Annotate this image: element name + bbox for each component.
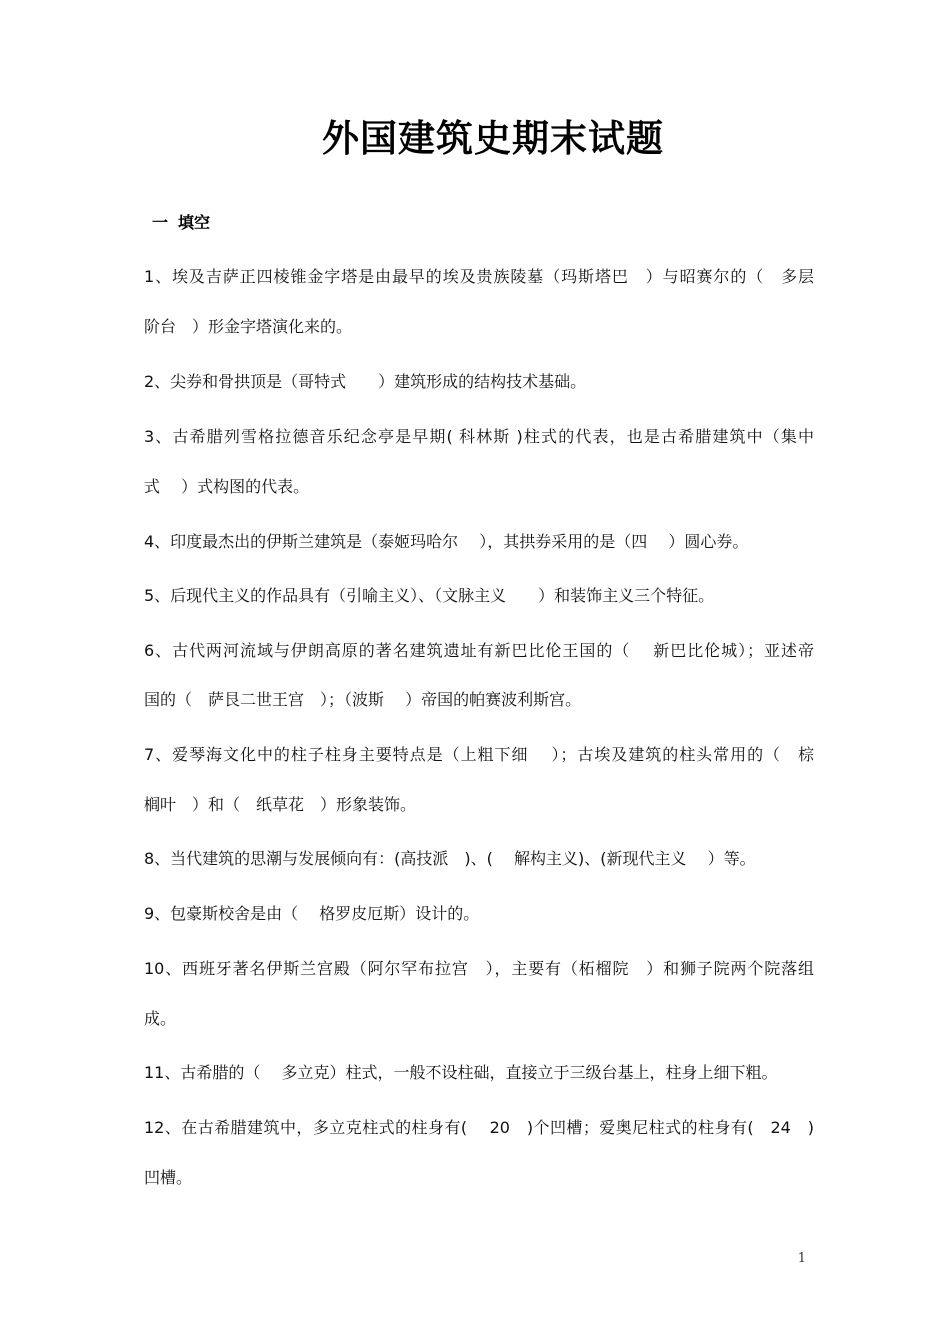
question-1-line-1: 1、埃及吉萨正四棱锥金字塔是由最早的埃及贵族陵墓（玛斯塔巴 ）与昭赛尔的（ 多层: [144, 267, 814, 286]
question-6-line-1: 6、古代两河流域与伊朗高原的著名建筑遗址有新巴比伦王国的（ 新巴比伦城）；亚述帝: [144, 641, 814, 660]
question-3-line-1: 3、古希腊列雪格拉德音乐纪念亭是早期( 科林斯 )柱式的代表，也是古希腊建筑中（集中: [144, 427, 814, 446]
section-heading: [152, 210, 210, 233]
question-11-line-1: 11、古希腊的（ 多立克）柱式，一般不设柱础，直接立于三级台基上，柱身上细下粗。: [144, 1063, 778, 1082]
question-6-line-2: 国的（ 萨艮二世王宫 ）；（波斯 ）帝国的帕赛波利斯宫。: [144, 690, 582, 709]
section-label: 填空: [178, 213, 211, 232]
question-4-line-1: 4、印度最杰出的伊斯兰建筑是（泰姬玛哈尔 ），其拱券采用的是（四 ）圆心券。: [144, 532, 749, 551]
question-10-line-2: 成。: [144, 1009, 177, 1028]
question-5-line-1: 5、后现代主义的作品具有（引喻主义）、（文脉主义 ）和装饰主义三个特征。: [144, 586, 715, 605]
question-7-line-2: 榈叶 ）和（ 纸草花 ）形象装饰。: [144, 795, 417, 814]
page-number: 1: [797, 1251, 806, 1266]
question-12-line-1: 12、在古希腊建筑中，多立克柱式的柱身有( 20 )个凹槽；爱奥尼柱式的柱身有( 24 ): [144, 1118, 814, 1137]
question-1-line-2: 阶台 ）形金字塔演化来的。: [144, 317, 353, 336]
question-3-line-2: 式 ）式构图的代表。: [144, 477, 310, 496]
question-8-line-1: 8、当代建筑的思潮与发展倾向有：(高技派 )、( 解构主义)、(新现代主义 ）等。: [144, 849, 756, 868]
question-10-line-1: 10、西班牙著名伊斯兰宫殿（阿尔罕布拉宫 ），主要有（柘榴院 ）和狮子院两个院落组: [144, 959, 814, 978]
question-12-line-2: 凹槽。: [144, 1168, 193, 1187]
question-9-line-1: 9、包豪斯校舍是由（ 格罗皮厄斯）设计的。: [144, 904, 480, 923]
question-7-line-1: 7、爱琴海文化中的柱子柱身主要特点是（上粗下细 ）；古埃及建筑的柱头常用的（ 棕: [144, 745, 814, 764]
question-2-line-1: 2、尖券和骨拱顶是（哥特式 ）建筑形成的结构技术基础。: [144, 372, 587, 391]
section-number: 一: [152, 213, 169, 232]
document-title: 外国建筑史期末试题: [322, 117, 664, 160]
